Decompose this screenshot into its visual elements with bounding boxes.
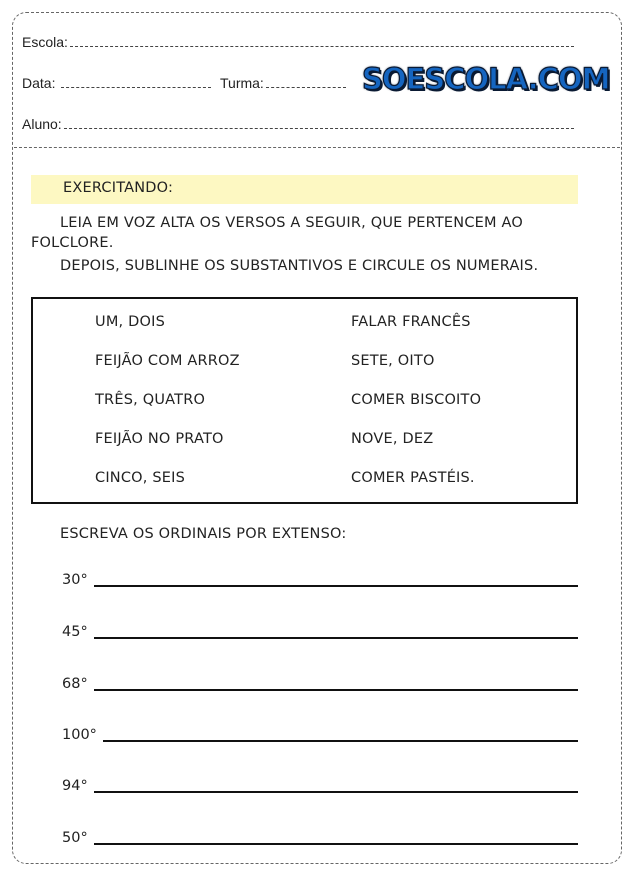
- instruction-line-2: FOLCLORE.: [31, 235, 114, 251]
- ordinal-row[interactable]: [62, 567, 578, 589]
- answer-line[interactable]: [103, 740, 578, 742]
- ordinal-number: 94°: [62, 777, 88, 794]
- verse-right[interactable]: FALAR FRANCÊS: [351, 314, 471, 330]
- escola-label: Escola:: [22, 34, 68, 50]
- answer-line[interactable]: [94, 585, 578, 587]
- verse-right[interactable]: COMER BISCOITO: [351, 392, 482, 408]
- verse-right[interactable]: NOVE, DEZ: [351, 431, 434, 447]
- ordinal-row[interactable]: [62, 619, 578, 641]
- turma-field[interactable]: [220, 75, 346, 91]
- instruction-line-3: DEPOIS, SUBLINHE OS SUBSTANTIVOS E CIRCULE OS NUMERAIS.: [60, 258, 539, 274]
- escola-field[interactable]: [22, 34, 574, 50]
- ordinal-row[interactable]: [62, 773, 578, 795]
- data-blank[interactable]: [61, 86, 211, 88]
- header-divider: [14, 147, 620, 148]
- soescola-logo: SOESCOLA.COM: [362, 62, 610, 96]
- ordinals-title: ESCREVA OS ORDINAIS POR EXTENSO:: [60, 526, 347, 542]
- answer-line[interactable]: [94, 689, 578, 691]
- verse-left[interactable]: UM, DOIS: [95, 314, 166, 330]
- exercise-banner: [31, 175, 578, 204]
- data-field[interactable]: [22, 75, 211, 91]
- ordinal-number: 30°: [62, 571, 88, 588]
- ordinal-number: 45°: [62, 623, 88, 640]
- ordinal-number: 68°: [62, 675, 88, 692]
- turma-blank[interactable]: [266, 86, 346, 88]
- ordinal-row[interactable]: [62, 722, 578, 744]
- aluno-label: Aluno:: [22, 116, 62, 132]
- exercise-banner-text: EXERCITANDO:: [63, 180, 174, 196]
- ordinal-number: 50°: [62, 829, 88, 846]
- verse-right[interactable]: COMER PASTÉIS.: [351, 470, 475, 486]
- answer-line[interactable]: [94, 843, 578, 845]
- aluno-blank[interactable]: [64, 127, 574, 129]
- answer-line[interactable]: [94, 791, 578, 793]
- escola-blank[interactable]: [70, 45, 574, 47]
- ordinal-number: 100°: [62, 726, 97, 743]
- ordinal-row[interactable]: [62, 671, 578, 693]
- turma-label: Turma:: [220, 75, 264, 91]
- data-label: Data:: [22, 75, 56, 91]
- aluno-field[interactable]: [22, 116, 574, 132]
- verse-left[interactable]: FEIJÃO COM ARROZ: [95, 353, 240, 369]
- verse-right[interactable]: SETE, OITO: [351, 353, 435, 369]
- answer-line[interactable]: [94, 637, 578, 639]
- verse-left[interactable]: TRÊS, QUATRO: [95, 392, 206, 408]
- instruction-line-1: LEIA EM VOZ ALTA OS VERSOS A SEGUIR, QUE PERTENCEM AO: [60, 215, 524, 231]
- ordinal-row[interactable]: [62, 825, 578, 847]
- verse-left[interactable]: FEIJÃO NO PRATO: [95, 431, 224, 447]
- verse-left[interactable]: CINCO, SEIS: [95, 470, 186, 486]
